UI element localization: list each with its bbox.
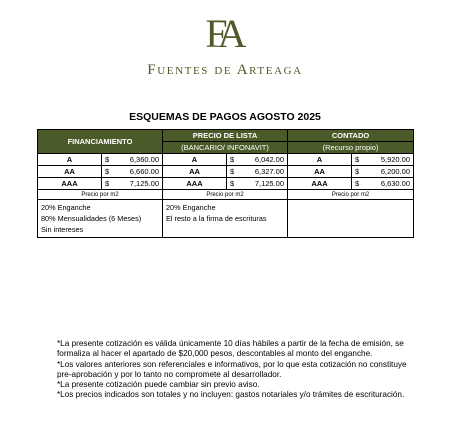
table-row bbox=[38, 178, 414, 190]
fin-price bbox=[102, 166, 163, 178]
brand-logo bbox=[0, 11, 450, 79]
lista-conditions bbox=[163, 200, 288, 238]
currency-symbol: $ bbox=[230, 167, 235, 176]
lista-price-unit: Precio por m2 bbox=[163, 190, 288, 200]
fin-amount: 6,360.00 bbox=[129, 155, 159, 164]
fin-conditions bbox=[38, 200, 163, 238]
header-contado: CONTADO bbox=[288, 130, 414, 142]
lista-amount: 6,327.00 bbox=[254, 167, 285, 176]
lista-condition: El resto a la firma de escrituras bbox=[166, 214, 267, 223]
disclaimer-line: *Los precios indicados son totales y no incluyen: gastos notariales y/o trámites de escrituración. bbox=[57, 390, 405, 400]
table-row bbox=[38, 154, 414, 166]
logo-name: Fuentes de Arteaga bbox=[147, 62, 303, 78]
currency-symbol: $ bbox=[355, 167, 360, 176]
contado-price bbox=[352, 178, 414, 190]
contado-price-unit: Precio por m2 bbox=[288, 190, 414, 200]
currency-symbol: $ bbox=[105, 155, 110, 164]
header-contado-sub: (Recurso propio) bbox=[288, 142, 414, 154]
fin-amount: 6,660.00 bbox=[129, 167, 159, 176]
table-row bbox=[38, 166, 414, 178]
currency-symbol: $ bbox=[355, 155, 360, 164]
lista-price bbox=[227, 166, 288, 178]
lista-amount: 7,125.00 bbox=[254, 179, 285, 188]
currency-symbol: $ bbox=[105, 167, 110, 176]
contado-amount: 6,630.00 bbox=[380, 179, 411, 188]
document-title: ESQUEMAS DE PAGOS AGOSTO 2025 bbox=[129, 111, 321, 123]
lista-price bbox=[227, 154, 288, 166]
contado-amount: 5,920.00 bbox=[380, 155, 411, 164]
currency-symbol: $ bbox=[230, 179, 235, 188]
fin-condition: 80% Mensualidades (6 Meses) bbox=[41, 214, 142, 223]
disclaimer-line: *La presente cotización puede cambiar sin previo aviso. bbox=[57, 380, 260, 390]
contado-level: A bbox=[288, 154, 352, 166]
header-financiamiento: FINANCIAMIENTO bbox=[38, 130, 163, 154]
conditions-row bbox=[38, 200, 414, 238]
lista-level: AA bbox=[163, 166, 227, 178]
contado-price bbox=[352, 166, 414, 178]
fin-price bbox=[102, 178, 163, 190]
logo-monogram-f: F bbox=[205, 11, 222, 56]
fin-price bbox=[102, 154, 163, 166]
price-unit-row bbox=[38, 190, 414, 200]
fin-price-unit: Precio por m2 bbox=[38, 190, 163, 200]
contado-amount: 6,200.00 bbox=[380, 167, 411, 176]
lista-amount: 6,042.00 bbox=[254, 155, 285, 164]
fin-amount: 7,125.00 bbox=[129, 179, 159, 188]
logo-monogram-a: A bbox=[217, 11, 241, 56]
lista-condition: 20% Enganche bbox=[166, 203, 216, 212]
lista-level: A bbox=[163, 154, 227, 166]
contado-level: AA bbox=[288, 166, 352, 178]
disclaimer-line: *La presente cotización es válida únicamente 10 días hábiles a partir de la fecha de emisión, se formaliza al hacer el apartado de $20,000 pesos, descontables al monto del enganche. bbox=[57, 339, 404, 359]
lista-price bbox=[227, 178, 288, 190]
contado-price bbox=[352, 154, 414, 166]
header-lista: PRECIO DE LISTA bbox=[163, 130, 288, 142]
disclaimer bbox=[57, 339, 407, 401]
currency-symbol: $ bbox=[105, 179, 110, 188]
currency-symbol: $ bbox=[230, 155, 235, 164]
header-lista-sub: (BANCARIO/ INFONAVIT) bbox=[163, 142, 288, 154]
fin-condition: Sin intereses bbox=[41, 225, 84, 234]
contado-conditions bbox=[288, 200, 414, 238]
fin-level: A bbox=[38, 154, 102, 166]
currency-symbol: $ bbox=[355, 179, 360, 188]
lista-level: AAA bbox=[163, 178, 227, 190]
payment-schemes-table bbox=[37, 129, 414, 238]
fin-level: AAA bbox=[38, 178, 102, 190]
fin-condition: 20% Enganche bbox=[41, 203, 91, 212]
logo-monogram bbox=[205, 11, 244, 56]
contado-level: AAA bbox=[288, 178, 352, 190]
disclaimer-line: *Los valores anteriores son referenciales e informativos, por lo que esta cotización no constituye pre-aprobación y por lo tanto no compromete al desarrollador. bbox=[57, 359, 407, 379]
fin-level: AA bbox=[38, 166, 102, 178]
